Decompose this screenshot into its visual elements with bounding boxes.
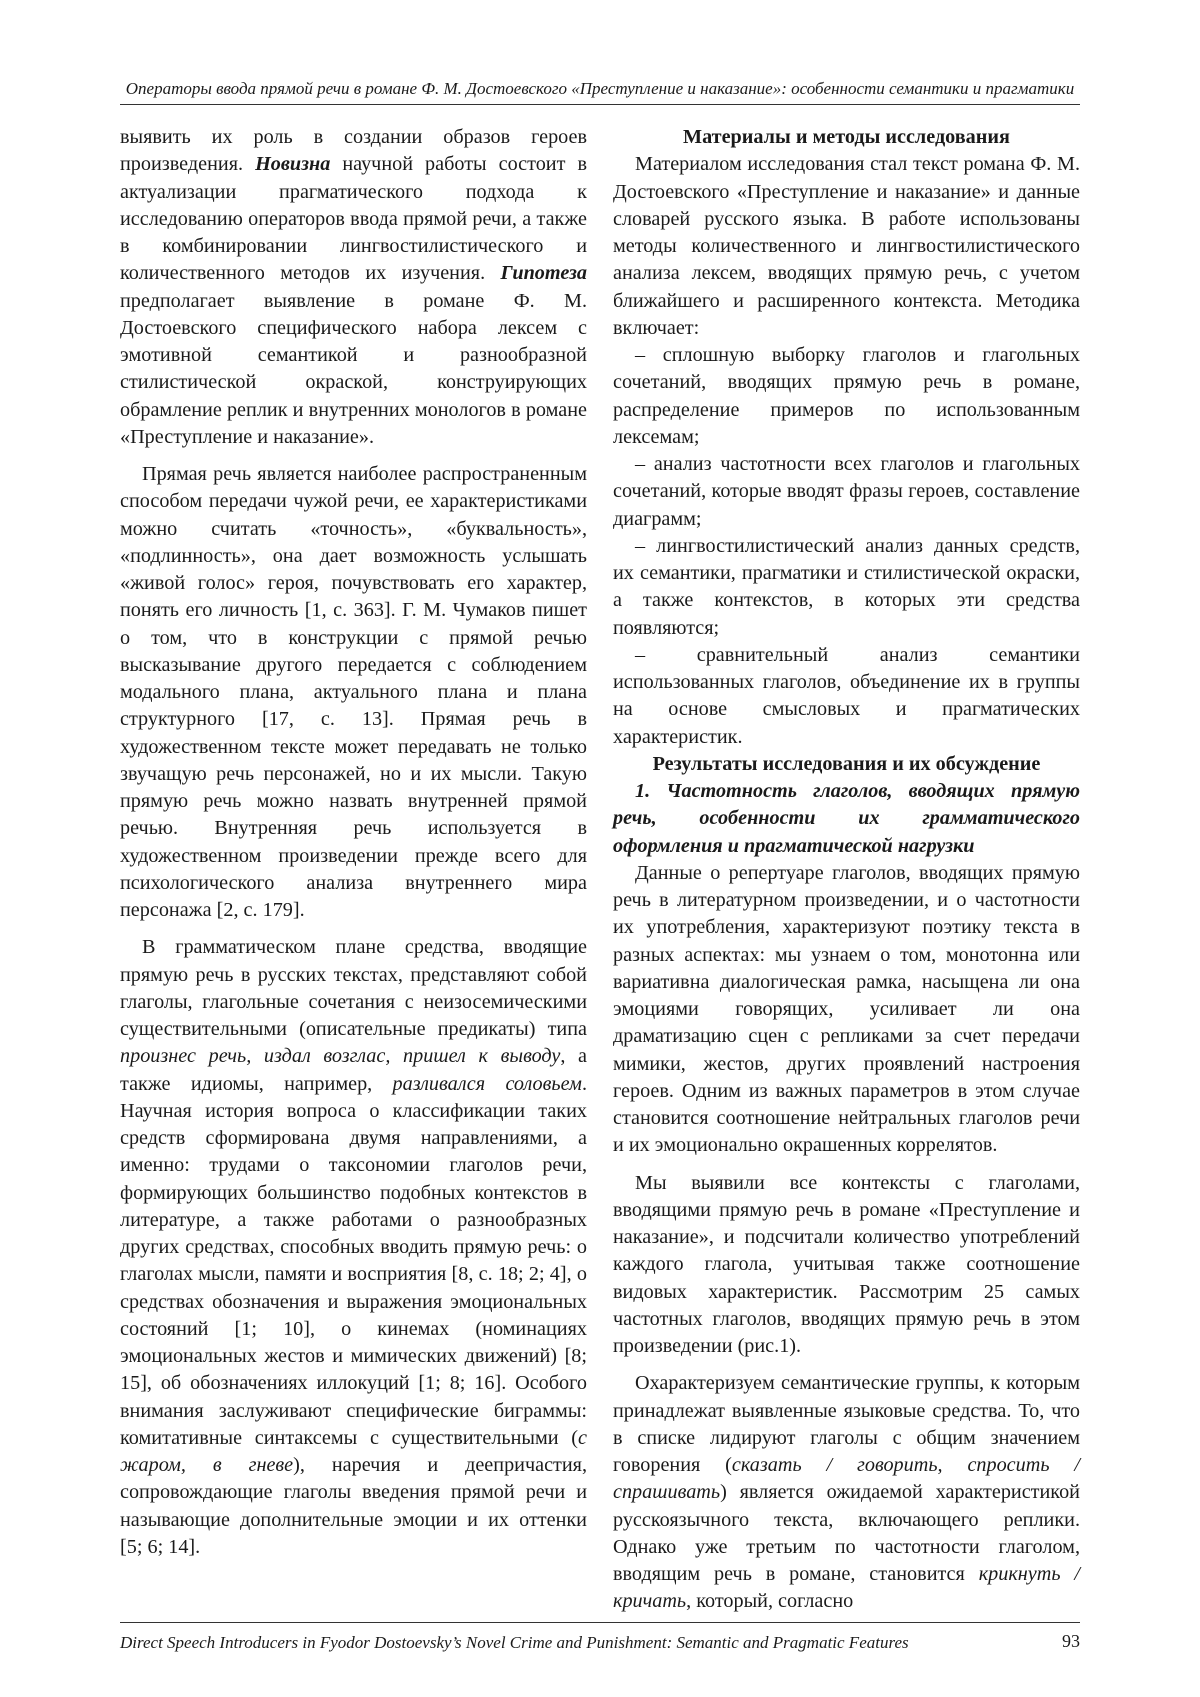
- page-number: 93: [1062, 1631, 1080, 1651]
- term-hypothesis: Гипотеза: [500, 262, 587, 285]
- paragraph: [120, 934, 587, 1561]
- text-run: , который, согласно: [686, 1590, 854, 1613]
- text-run: ), наречия и деепричастия, сопровождающие глаголы введения прямой речи и называющие дополнительные эмоции и их оттенки [5; 6; 14].: [120, 1454, 587, 1558]
- list-item: – анализ частотности всех глаголов и глагольных сочетаний, которые вводят фразы героев, составление диаграмм;: [613, 453, 1080, 530]
- text-run: научной работы состоит в актуализации прагматического подхода к исследованию операторов ввода прямой речи, а также в комбинировании лингвостилистического и количественного методов их изучения.: [120, 153, 587, 285]
- example-text: разливался соловьем: [392, 1072, 582, 1095]
- text-run: выявить их роль в создании образов героев произведения.: [120, 126, 587, 176]
- text-run: Охарактеризуем семантические группы, к которым принадлежат выявленные языковые средства. То, что в списке лидируют глаголы с общим значением говорения (: [613, 1372, 1080, 1476]
- text-run: В грамматическом плане средства, вводящие прямую речь в русских текстах, представляют собой глаголы, глагольные сочетания с неизосемическими существительными (описательные предикаты) типа: [120, 936, 587, 1040]
- paragraph: [613, 1370, 1080, 1615]
- section-heading: Результаты исследования и их обсуждение: [652, 752, 1041, 775]
- example-text: сказать / говорить, спросить / спрашивать: [613, 1454, 1080, 1504]
- paragraph: Прямая речь является наиболее распространенным способом передачи чужой речи, ее характеристиками можно считать «точность», «буквальность», «подлинность», она дает возможность услышать «живой голос» героя, почувствовать его характер, понять его личность [1, с. 363]. Г. М. Чумаков пишет о том, что в конструкции с прямой речью высказывание другого передается с соблюдением модального плана, актуального плана и плана структурного [17, с. 13]. Прямая речь в художественном тексте может передавать не только звучащую речь персонажей, но и их мысли. Такую прямую речь можно назвать внутренней прямой речью. Внутренняя речь используется в художественном произведении прежде всего для психологического анализа внутреннего мира персонажа [2, с. 179].: [120, 463, 587, 921]
- text-run: . Научная история вопроса о классификации таких средств сформирована двумя направлениями, а именно: трудами о таксономии глаголов речи, формирующих большинство подобных контекстов в литературе, а также работами о разнообразных других средствах, способных вводить прямую речь: о глаголах мысли, памяти и восприятия [8, с. 18; 2; 4], о средствах обозначения и выражения эмоциональных состояний [1; 10], о кинемах (номинациях эмоциональных жестов и мимических движений) [8; 15], об обозначениях иллокуций [1; 8; 16]. Особого внимания заслуживают специфические биграммы: комитативные синтаксемы с существительными (: [120, 1072, 587, 1449]
- example-text: крикнуть / кричать: [613, 1563, 1080, 1613]
- list-item: – лингвостилистический анализ данных средств, их семантики, прагматики и стилистической окраски, а также контекстов, в которых эти средства появляются;: [613, 534, 1080, 639]
- list-item: – сплошную выборку глаголов и глагольных сочетаний, вводящих прямую речь в романе, распределение примеров по использованным лексемам;: [613, 344, 1080, 448]
- example-text: произнес речь, издал возглас, пришел к выводу: [120, 1045, 561, 1068]
- footer-english-title: Direct Speech Introducers in Fyodor Dostoevsky’s Novel Crime and Punishment: Semantic and Pragmatic Features: [120, 1633, 909, 1652]
- term-novelty: Новизна: [255, 153, 331, 176]
- paragraph: Мы выявили все контексты с глаголами, вводящими прямую речь в романе «Преступление и наказание», и подсчитали количество употреблений каждого глагола, учитывая также соотношение видовых характеристик. Рассмотрим 25 самых частотных глаголов, вводящих прямую речь в этом произведении (рис.1).: [613, 1171, 1080, 1357]
- left-column: [120, 124, 587, 1561]
- right-column: [613, 124, 1080, 1616]
- paragraph: [120, 124, 587, 451]
- text-run: ) является ожидаемой характеристикой русскоязычного текста, включающего реплики. Однако уже третьим по частотности глаголом, вводящим речь в романе, становится: [613, 1481, 1080, 1585]
- paragraph: Данные о репертуаре глаголов, вводящих прямую речь в литературном произведении, и о частотности их употребления, характеризуют поэтику текста в разных аспектах: мы узнаем о том, монотонна или вариативна диалогическая рамка, насыщена ли она эмоциями говорящих, усиливает ли она драматизацию сцен с репликами за счет передачи мимики, жестов, других проявлений настроения героев. Одним из важных параметров в этом случае становится соотношение нейтральных глаголов речи и их эмоционально окрашенных коррелятов.: [613, 861, 1080, 1157]
- running-header: Операторы ввода прямой речи в романе Ф. М. Достоевского «Преступление и наказание»: особенности семантики и прагматики: [125, 79, 1075, 98]
- text-run: , а также идиомы, например,: [120, 1045, 587, 1095]
- paragraph: Материалом исследования стал текст романа Ф. М. Достоевского «Преступление и наказание» и данные словарей русского языка. В работе использованы методы количественного и лингвостилистического анализа лексем, вводящих прямую речь, с учетом ближайшего и расширенного контекста. Методика включает:: [613, 153, 1080, 339]
- subsection-heading: 1. Частотность глаголов, вводящих прямую речь, особенности их грамматического оформления и прагматической нагрузки: [613, 780, 1080, 857]
- text-run: предполагает выявление в романе Ф. М. Достоевского специфического набора лексем с эмотивной семантикой и разнообразной стилистической окраской, конструирующих обрамление реплик и внутренних монологов в романе «Преступление и наказание».: [120, 289, 587, 448]
- section-heading: Материалы и методы исследования: [683, 126, 1010, 148]
- example-text: с жаром, в гневе: [120, 1426, 587, 1476]
- header-divider: [120, 104, 1080, 105]
- footer-divider: [120, 1622, 1080, 1623]
- list-item: – сравнительный анализ семантики использованных глаголов, объединение их в группы на основе смысловых и прагматических характеристик.: [613, 643, 1080, 748]
